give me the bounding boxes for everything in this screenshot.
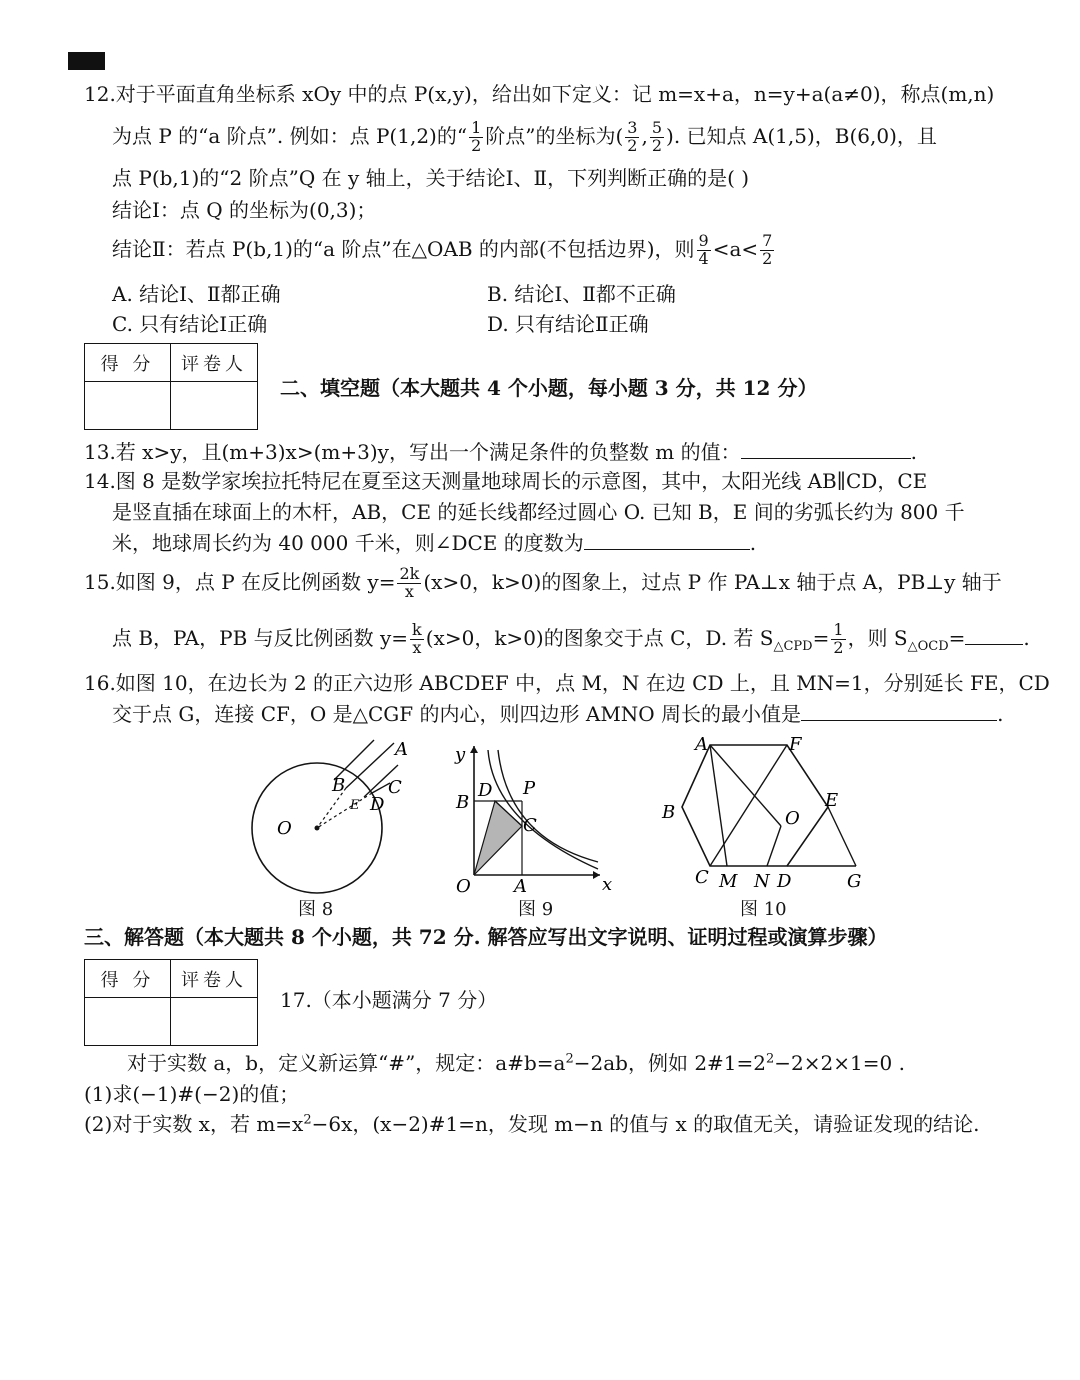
q12-option-a: A. 结论Ⅰ、Ⅱ都正确: [112, 282, 281, 306]
q16-line1: 16.如图 10，在边长为 2 的正六边形 ABCDEF 中，点 M，N 在边 CD 上，且 MN=1，分别延长 FE，CD: [84, 671, 1050, 695]
x-axis-arrow: [593, 871, 600, 879]
label-c: C: [695, 867, 709, 888]
q12-line5: 结论Ⅱ：若点 P(b,1)的“a 阶点”在△OAB 的内部(不包括边界)，则 $\frac{9}{4}$ <a< $\frac{7}{2}$: [112, 231, 773, 268]
figure-10-caption: 图 10: [740, 899, 787, 920]
fraction-nine-quarters: $\frac{9}{4}$: [698, 231, 709, 268]
curve-2k-over-x: [498, 750, 598, 862]
label-f: F: [789, 734, 802, 755]
section2-title: 二、填空题（本大题共 4 个小题，每小题 3 分，共 12 分）: [280, 376, 818, 400]
center-point-o: [315, 826, 320, 831]
q13-answer-blank[interactable]: [741, 440, 911, 459]
label-g: G: [847, 871, 862, 892]
q13-text: 13.若 x>y，且(m+3)x>(m+3)y，写出一个满足条件的负整数 m 的值： .: [84, 440, 917, 464]
score-header: 得 分: [85, 344, 171, 382]
q16-answer-blank[interactable]: [801, 702, 997, 721]
fraction-2k-over-x: $\frac{2k}{x}$: [399, 564, 420, 601]
fraction-half-2: $\frac{1}{2}$: [833, 620, 844, 657]
label-b: B: [456, 792, 470, 813]
q15-line1: 15.如图 9，点 P 在反比例函数 y= $\frac{2k}{x}$ (x>0，k>0)的图象上，过点 P 作 PA⊥x 轴于点 A，PB⊥y 轴于: [84, 564, 1002, 601]
q14-line1: 14.图 8 是数学家埃拉托特尼在夏至这天测量地球周长的示意图，其中，太阳光线 AB∥CD，CE: [84, 469, 928, 493]
q16-line2: 交于点 G，连接 CF，O 是△CGF 的内心，则四边形 AMNO 周长的最小值是 .: [112, 702, 1004, 726]
q14-line2: 是竖直插在球面上的木杆，AB，CE 的延长线都经过圆心 O. 已知 B，E 间的劣弧长约为 800 千: [112, 500, 965, 524]
label-e: E: [825, 790, 839, 811]
label-o: O: [785, 808, 800, 829]
label-o: O: [277, 818, 292, 839]
score-cell: [85, 998, 171, 1045]
fraction-seven-halves: $\frac{7}{2}$: [762, 231, 773, 268]
label-d: D: [370, 794, 385, 815]
label-a: A: [695, 734, 708, 755]
score-header: 得 分: [85, 960, 171, 998]
q12-option-b: B. 结论Ⅰ、Ⅱ都不正确: [487, 282, 676, 306]
figure-9-caption: 图 9: [518, 899, 554, 920]
label-d: D: [478, 780, 493, 801]
y-axis-arrow: [470, 746, 478, 753]
extension-eg: [828, 807, 856, 866]
label-a: A: [514, 876, 527, 896]
q14-line3: 米，地球周长约为 40 000 千米，则∠DCE 的度数为 .: [112, 531, 757, 555]
grader-cell: [171, 382, 257, 429]
segment-ao: [710, 745, 781, 826]
label-y: y: [455, 744, 466, 765]
segment-on: [767, 826, 781, 866]
q12-line3: 点 P(b,1)的“2 阶点”Q 在 y 轴上，关于结论Ⅰ、Ⅱ，下列判断正确的是( ): [112, 166, 750, 190]
label-p: P: [523, 778, 536, 799]
q17-title: 17.（本小题满分 7 分）: [280, 988, 498, 1012]
label-o: O: [456, 876, 471, 896]
label-e: E: [350, 798, 360, 813]
label-x: x: [602, 874, 613, 895]
fraction-k-over-x: $\frac{k}{x}$: [412, 620, 422, 657]
figure-8-caption: 图 8: [298, 899, 334, 920]
grader-header: 评卷人: [171, 960, 257, 998]
grader-header: 评卷人: [171, 344, 257, 382]
q17-part2: (2)对于实数 x，若 $m=x^2-6x$，(x−2)#1=n，发现 m−n 的值与 x 的取值无关，请验证发现的结论.: [84, 1112, 980, 1136]
fraction-five-halves: $\frac{5}{2}$: [651, 118, 663, 155]
q17-intro: 对于实数 a，b，定义新运算“#”，规定：$a\#b=a^2-2ab$，例如 $2\#1=2^2-2\times 2\times 1=0$ .: [127, 1051, 905, 1075]
section3-title: 三、解答题（本大题共 8 个小题，共 72 分. 解答应写出文字说明、证明过程或演算步骤）: [84, 925, 888, 949]
q15-answer-blank[interactable]: [965, 626, 1023, 645]
line-eo: [317, 793, 372, 828]
q15-line2: 点 B，PA，PB 与反比例函数 y= $\frac{k}{x}$ (x>0，k>0)的图象交于点 C，D. 若 $S_{\triangle CPD}=$ $\frac{1}{2}$ ，则 $S_{\triangle OCD}=$ .: [112, 620, 1030, 657]
q12-option-d: D. 只有结论Ⅱ正确: [487, 312, 649, 336]
label-d: D: [777, 871, 792, 892]
sun-ray-ab: [346, 743, 394, 788]
figure-10-diagram: [655, 732, 870, 894]
grader-cell: [171, 998, 257, 1045]
figure-8-diagram: [222, 735, 422, 895]
segment-am: [710, 745, 727, 866]
q17-part1: (1)求(−1)#(−2)的值；: [84, 1082, 300, 1106]
q12-line1: 12.对于平面直角坐标系 xOy 中的点 P(x,y)，给出如下定义：记 m=x+a，n=y+a(a≠0)，称点(m,n): [84, 82, 995, 106]
hexagon-abcdef: [682, 745, 828, 866]
score-box-section3: [84, 959, 258, 1046]
label-a: A: [395, 739, 408, 760]
fraction-half: $\frac{1}{2}$: [471, 118, 482, 155]
q12-line4: 结论Ⅰ：点 Q 的坐标为(0,3)；: [112, 198, 377, 222]
score-box-section2: [84, 343, 258, 430]
label-c: C: [388, 777, 402, 798]
corner-black-mark: [68, 52, 105, 70]
q12-line2: 为点 P 的“a 阶点”. 例如：点 P(1,2)的“ $\frac{1}{2}$ 阶点”的坐标为( $\frac{3}{2}$ , $\frac{5}{2}$ ). 已知点 A(1,5)，B(6,0)，且: [112, 118, 937, 155]
label-n: N: [754, 871, 770, 892]
label-b: B: [332, 775, 346, 796]
label-m: M: [719, 871, 738, 892]
score-cell: [85, 382, 171, 429]
label-b: B: [662, 802, 676, 823]
fraction-three-halves: $\frac{3}{2}$: [627, 118, 638, 155]
q14-answer-blank[interactable]: [584, 531, 750, 550]
figure-9-diagram: [450, 738, 620, 896]
segment-cf: [710, 745, 787, 866]
label-c: C: [523, 815, 537, 836]
q12-option-c: C. 只有结论Ⅰ正确: [112, 312, 268, 336]
